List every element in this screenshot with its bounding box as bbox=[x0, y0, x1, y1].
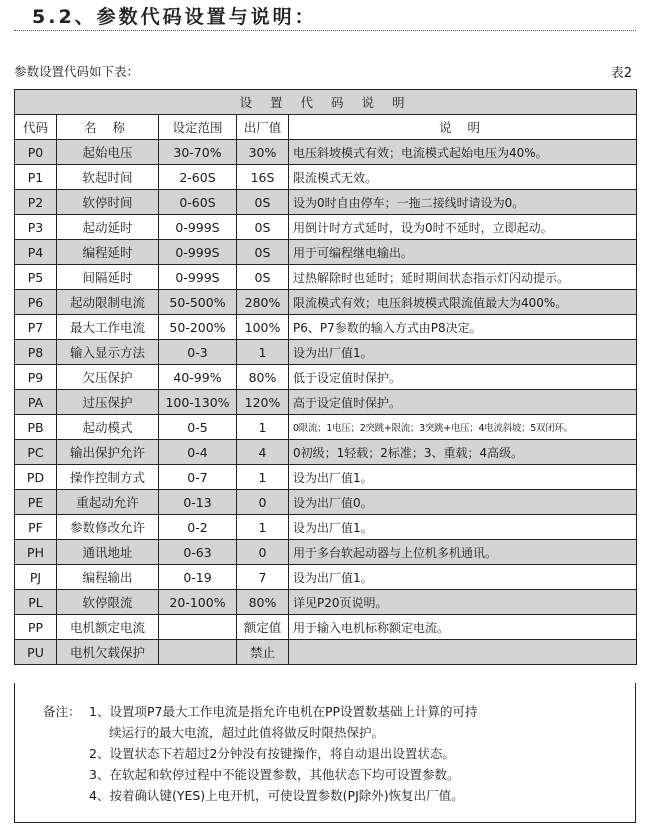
cell-description: 电压斜坡模式有效；电流模式起始电压为40%。 bbox=[289, 140, 637, 165]
cell-description: 高于设定值时保护。 bbox=[289, 390, 637, 415]
cell-code: PD bbox=[15, 465, 57, 490]
table-header-row bbox=[15, 115, 637, 140]
table-row bbox=[15, 365, 637, 390]
cell-description: 设为出厂值1。 bbox=[289, 565, 637, 590]
cell-code: P7 bbox=[15, 315, 57, 340]
cell-default: 7 bbox=[237, 565, 289, 590]
notes-box bbox=[14, 683, 636, 823]
table-row bbox=[15, 590, 637, 615]
cell-name: 起动限制电流 bbox=[57, 290, 159, 315]
cell-description: 详见P20页说明。 bbox=[289, 590, 637, 615]
cell-range: 50-200% bbox=[159, 315, 237, 340]
note-item: 1、设置项P7最大工作电流是指允许电机在PP设置数基础上计算的可持 bbox=[89, 704, 478, 719]
cell-code: PC bbox=[15, 440, 57, 465]
cell-code: P4 bbox=[15, 240, 57, 265]
cell-name: 操作控制方式 bbox=[57, 465, 159, 490]
cell-code: PJ bbox=[15, 565, 57, 590]
cell-range: 20-100% bbox=[159, 590, 237, 615]
cell-range: 0-63 bbox=[159, 540, 237, 565]
cell-default: 0 bbox=[237, 540, 289, 565]
cell-description: 用倒计时方式延时，设为0时不延时，立即起动。 bbox=[289, 215, 637, 240]
table-row bbox=[15, 490, 637, 515]
cell-range: 40-99% bbox=[159, 365, 237, 390]
cell-description: 0限流；1电压；2突跳+限流；3突跳+电压；4电流斜坡；5双闭环。 bbox=[289, 415, 637, 440]
cell-default: 0S bbox=[237, 215, 289, 240]
table-row bbox=[15, 390, 637, 415]
cell-default: 0 bbox=[237, 490, 289, 515]
cell-range: 0-3 bbox=[159, 340, 237, 365]
cell-code: P0 bbox=[15, 140, 57, 165]
cell-default: 额定值 bbox=[237, 615, 289, 640]
header-code: 代码 bbox=[15, 115, 57, 140]
cell-description bbox=[289, 640, 637, 665]
table-caption: 设 置 代 码 说 明 bbox=[15, 90, 637, 115]
table-row bbox=[15, 540, 637, 565]
cell-description: 用于输入电机标称额定电流。 bbox=[289, 615, 637, 640]
cell-name: 起动模式 bbox=[57, 415, 159, 440]
cell-description: 设为0时自由停车；一拖二接线时请设为0。 bbox=[289, 190, 637, 215]
note-item: 续运行的最大电流，超过此值将做反时限热保护。 bbox=[109, 725, 385, 740]
header-default: 出厂值 bbox=[237, 115, 289, 140]
note-item: 2、设置状态下若超过2分钟没有按键操作，将自动退出设置状态。 bbox=[89, 746, 455, 761]
cell-name: 起动延时 bbox=[57, 215, 159, 240]
table-row bbox=[15, 415, 637, 440]
note-item: 3、在软起和软停过程中不能设置参数，其他状态下均可设置参数。 bbox=[89, 767, 460, 782]
cell-default: 100% bbox=[237, 315, 289, 340]
cell-default: 80% bbox=[237, 590, 289, 615]
cell-description: P6、P7参数的输入方式由P8决定。 bbox=[289, 315, 637, 340]
cell-default: 1 bbox=[237, 465, 289, 490]
cell-name: 最大工作电流 bbox=[57, 315, 159, 340]
cell-code: PH bbox=[15, 540, 57, 565]
cell-default: 禁止 bbox=[237, 640, 289, 665]
cell-name: 编程延时 bbox=[57, 240, 159, 265]
cell-default: 1 bbox=[237, 415, 289, 440]
cell-range bbox=[159, 615, 237, 640]
cell-range bbox=[159, 640, 237, 665]
cell-description: 低于设定值时保护。 bbox=[289, 365, 637, 390]
cell-description: 限流模式有效；电压斜坡模式限流值最大为400%。 bbox=[289, 290, 637, 315]
cell-range: 100-130% bbox=[159, 390, 237, 415]
cell-default: 1 bbox=[237, 515, 289, 540]
cell-name: 重起动允许 bbox=[57, 490, 159, 515]
cell-name: 软停限流 bbox=[57, 590, 159, 615]
header-name: 名 称 bbox=[57, 115, 159, 140]
table-row bbox=[15, 515, 637, 540]
cell-range: 30-70% bbox=[159, 140, 237, 165]
cell-name: 软起时间 bbox=[57, 165, 159, 190]
cell-code: PA bbox=[15, 390, 57, 415]
cell-name: 过压保护 bbox=[57, 390, 159, 415]
cell-default: 0S bbox=[237, 190, 289, 215]
cell-default: 120% bbox=[237, 390, 289, 415]
cell-description: 设为出厂值1。 bbox=[289, 515, 637, 540]
cell-default: 0S bbox=[237, 240, 289, 265]
cell-code: PB bbox=[15, 415, 57, 440]
table-row bbox=[15, 640, 637, 665]
parameter-code-table bbox=[14, 89, 637, 665]
cell-code: PP bbox=[15, 615, 57, 640]
note-item: 4、按着确认键(YES)上电开机，可使设置参数(PJ除外)恢复出厂值。 bbox=[89, 788, 464, 803]
table-row bbox=[15, 165, 637, 190]
cell-description: 设为出厂值1。 bbox=[289, 465, 637, 490]
cell-name: 欠压保护 bbox=[57, 365, 159, 390]
cell-default: 16S bbox=[237, 165, 289, 190]
cell-range: 0-999S bbox=[159, 215, 237, 240]
cell-description: 用于多台软起动器与上位机多机通讯。 bbox=[289, 540, 637, 565]
cell-range: 0-4 bbox=[159, 440, 237, 465]
cell-description: 设为出厂值1。 bbox=[289, 340, 637, 365]
cell-code: P5 bbox=[15, 265, 57, 290]
cell-code: P1 bbox=[15, 165, 57, 190]
cell-name: 软停时间 bbox=[57, 190, 159, 215]
cell-code: PF bbox=[15, 515, 57, 540]
table-row bbox=[15, 615, 637, 640]
cell-description: 过热解除时也延时；延时期间状态指示灯闪动提示。 bbox=[289, 265, 637, 290]
cell-range: 0-999S bbox=[159, 265, 237, 290]
table-row bbox=[15, 190, 637, 215]
cell-name: 输出保护允许 bbox=[57, 440, 159, 465]
table-row bbox=[15, 340, 637, 365]
cell-name: 起始电压 bbox=[57, 140, 159, 165]
table-row bbox=[15, 240, 637, 265]
cell-code: P2 bbox=[15, 190, 57, 215]
cell-range: 0-5 bbox=[159, 415, 237, 440]
cell-range: 0-7 bbox=[159, 465, 237, 490]
section-title: 5.2、参数代码设置与说明： bbox=[32, 6, 317, 28]
cell-description: 用于可编程继电输出。 bbox=[289, 240, 637, 265]
header-description: 说 明 bbox=[289, 115, 637, 140]
cell-range: 2-60S bbox=[159, 165, 237, 190]
table-row bbox=[15, 140, 637, 165]
cell-default: 30% bbox=[237, 140, 289, 165]
section-divider bbox=[14, 30, 636, 31]
table-row bbox=[15, 565, 637, 590]
cell-code: PL bbox=[15, 590, 57, 615]
cell-code: P3 bbox=[15, 215, 57, 240]
cell-name: 参数修改允许 bbox=[57, 515, 159, 540]
cell-name: 通讯地址 bbox=[57, 540, 159, 565]
table-row bbox=[15, 215, 637, 240]
cell-name: 电机欠载保护 bbox=[57, 640, 159, 665]
cell-description: 0初级；1轻载；2标准；3、重载；4高级。 bbox=[289, 440, 637, 465]
cell-range: 0-60S bbox=[159, 190, 237, 215]
cell-default: 280% bbox=[237, 290, 289, 315]
cell-description: 限流模式无效。 bbox=[289, 165, 637, 190]
cell-name: 电机额定电流 bbox=[57, 615, 159, 640]
table-intro: 参数设置代码如下表： bbox=[14, 64, 140, 79]
cell-range: 50-500% bbox=[159, 290, 237, 315]
cell-default: 1 bbox=[237, 340, 289, 365]
cell-code: P8 bbox=[15, 340, 57, 365]
cell-code: P9 bbox=[15, 365, 57, 390]
cell-default: 80% bbox=[237, 365, 289, 390]
cell-description: 设为出厂值0。 bbox=[289, 490, 637, 515]
cell-range: 0-999S bbox=[159, 240, 237, 265]
cell-range: 0-2 bbox=[159, 515, 237, 540]
cell-range: 0-13 bbox=[159, 490, 237, 515]
cell-default: 0S bbox=[237, 265, 289, 290]
table-row bbox=[15, 265, 637, 290]
table-row bbox=[15, 315, 637, 340]
cell-name: 输入显示方法 bbox=[57, 340, 159, 365]
cell-code: PE bbox=[15, 490, 57, 515]
table-number: 表2 bbox=[610, 66, 632, 81]
cell-code: P6 bbox=[15, 290, 57, 315]
cell-default: 4 bbox=[237, 440, 289, 465]
cell-code: PU bbox=[15, 640, 57, 665]
cell-name: 编程输出 bbox=[57, 565, 159, 590]
table-row bbox=[15, 290, 637, 315]
notes-label: 备注： bbox=[43, 704, 81, 719]
table-row bbox=[15, 440, 637, 465]
table-row bbox=[15, 465, 637, 490]
cell-name: 间隔延时 bbox=[57, 265, 159, 290]
header-range: 设定范围 bbox=[159, 115, 237, 140]
cell-range: 0-19 bbox=[159, 565, 237, 590]
